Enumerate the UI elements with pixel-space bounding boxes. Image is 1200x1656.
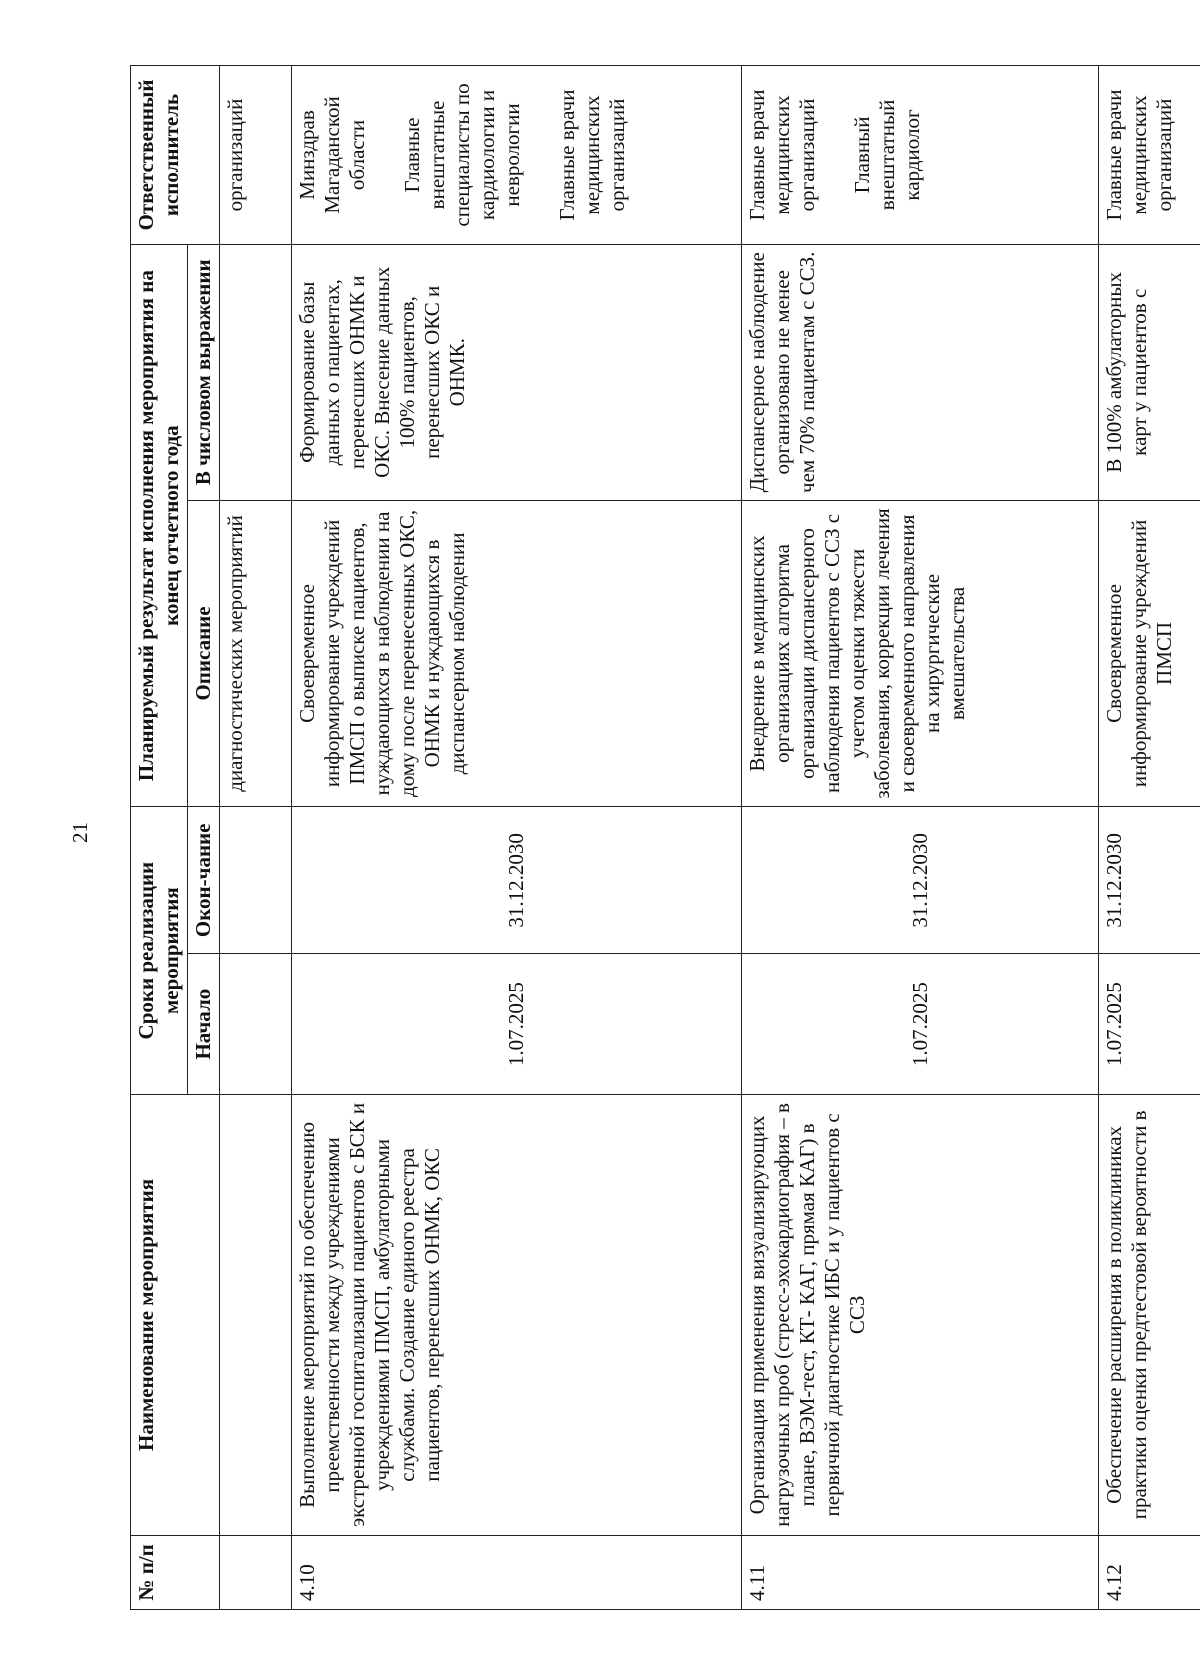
resp-ministry: Минздрав Магаданской области — [295, 96, 370, 214]
row-start: 1.07.2025 — [741, 954, 1099, 1095]
row-desc: Внедрение в медицинских организациях алгоритма организации диспансерного наблюдения пациентов с ССЗ с учетом оценки тяжести заболевания, коррекции лечения и своевременного направления на хирургические вмешательства — [741, 500, 1099, 807]
header-end: Окон-чание — [188, 807, 220, 954]
header-name: Наименование мероприятия — [131, 1094, 220, 1535]
row-numeric: Диспансерное наблюдение организовано не менее чем 70% пациентам с ССЗ. — [741, 244, 1099, 500]
table-row — [292, 66, 742, 1610]
header-terms: Сроки реализации мероприятия — [131, 807, 188, 1095]
cont-end — [220, 807, 292, 954]
continuation-row — [220, 66, 292, 1610]
row-end: 31.12.2030 — [741, 807, 1099, 954]
resp-cardiologist: Главный внештатный кардиолог — [849, 99, 924, 211]
row-numeric: В 100% амбулаторных карт у пациентов с — [1099, 244, 1200, 500]
page-number: 21 — [68, 822, 92, 843]
table-row — [741, 66, 1099, 1610]
cont-numeric — [220, 244, 292, 500]
row-end: 31.12.2030 — [1099, 807, 1200, 954]
header-row-1 — [131, 66, 188, 1610]
row-num: 4.11 — [741, 1535, 1099, 1609]
cont-name — [220, 1094, 292, 1535]
resp-chief-doctors: Главные врачи медицинских организаций — [744, 89, 819, 221]
cont-num — [220, 1535, 292, 1609]
row-start: 1.07.2025 — [292, 954, 742, 1095]
row-numeric: Формирование базы данных о пациентах, перенесших ОНМК и ОКС. Внесение данных 100% пациентов, перенесших ОКС и ОНМК. — [292, 244, 742, 500]
header-result: Планируемый результат исполнения мероприятия на конец отчетного года — [131, 244, 188, 806]
row-desc: Своевременное информирование учреждений ПМСП — [1099, 500, 1200, 807]
row-desc: Своевременное информирование учреждений ПМСП о выписке пациентов, нуждающихся в наблюдении на дому после перенесенных ОКС, ОНМК и нуждающихся в диспансерном наблюдении — [292, 500, 742, 807]
row-num: 4.12 — [1099, 1535, 1200, 1609]
header-start: Начало — [188, 954, 220, 1095]
table-row — [1099, 66, 1200, 1610]
resp-chief-doctors: Главные врачи медицинских организаций — [555, 89, 630, 221]
row-name: Организация применения визуализирующих нагрузочных проб (стресс-эхокардиография – в плане, ВЭМ-тест, КТ- КАГ, прямая КАГ) в первичной диагностике ИБС и у пациентов с ССЗ — [741, 1094, 1099, 1535]
row-resp — [292, 66, 742, 245]
header-numeric: В числовом выражении — [188, 244, 220, 500]
row-name: Выполнение мероприятий по обеспечению преемственности между учреждениями экстренной госпитализации пациентов с БСК и учреждениями ПМСП, амбулаторными службами. Создание единого реестра пациентов, перенесших ОНМК, ОКС — [292, 1094, 742, 1535]
cont-resp: организаций — [220, 66, 292, 245]
row-resp — [741, 66, 1099, 245]
resp-specialists: Главные внештатные специалисты по кардиологии и неврологии — [400, 83, 525, 227]
row-name: Обеспечение расширения в поликлиниках практики оценки предтестовой вероятности в — [1099, 1094, 1200, 1535]
row-start: 1.07.2025 — [1099, 954, 1200, 1095]
row-resp: Главные врачи медицинских организаций — [1099, 66, 1200, 245]
rotated-page-content — [130, 65, 1200, 1610]
cont-desc: диагностических мероприятий — [220, 500, 292, 807]
cont-start — [220, 954, 292, 1095]
header-desc: Описание — [188, 500, 220, 807]
activities-table — [130, 65, 1200, 1610]
header-resp: Ответственный исполнитель — [131, 66, 220, 245]
row-num: 4.10 — [292, 1535, 742, 1609]
row-end: 31.12.2030 — [292, 807, 742, 954]
header-num: № п/п — [131, 1535, 220, 1609]
